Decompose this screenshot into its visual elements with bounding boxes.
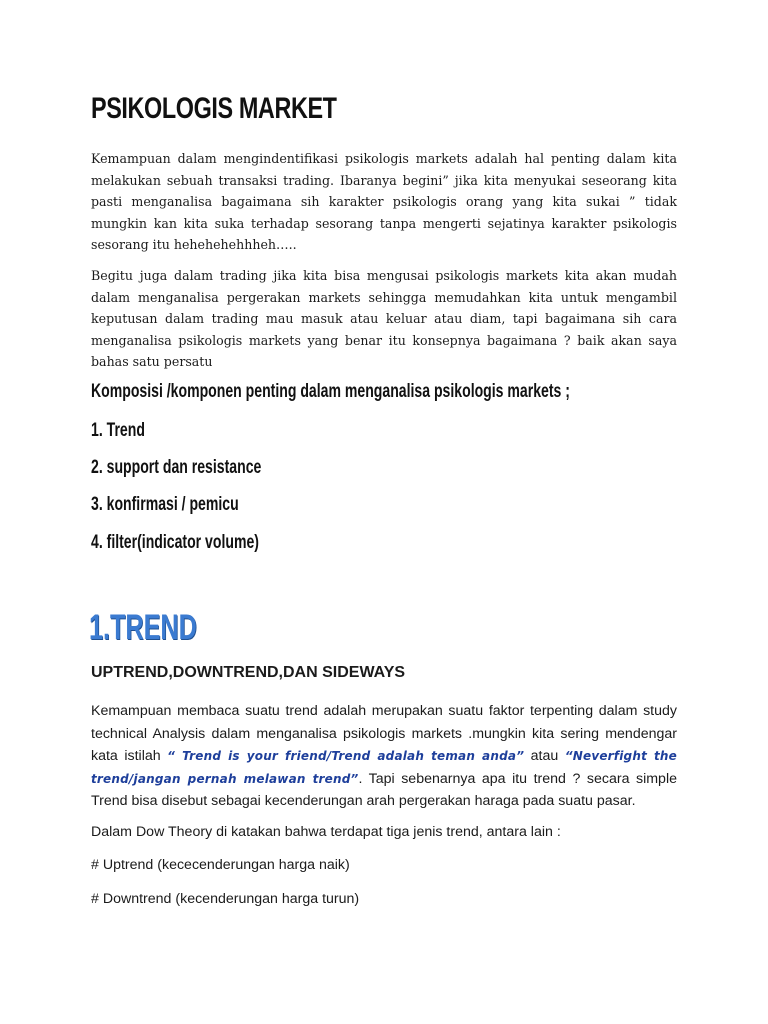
trend-subheading: UPTREND,DOWNTREND,DAN SIDEWAYS xyxy=(91,664,406,681)
dow-theory-paragraph: Dalam Dow Theory di katakan bahwa terdapat tiga jenis trend, antara lain : xyxy=(91,824,561,840)
component-item: 2. support dan resistance xyxy=(91,457,262,478)
component-item: 3. konfirmasi / pemicu xyxy=(91,494,239,515)
bullet-downtrend: # Downtrend (kecenderungan harga turun) xyxy=(91,891,360,907)
komposisi-heading: Komposisi /komponen penting dalam menganalisa psikologis markets ; xyxy=(91,381,570,402)
trend-outro-text: . Tapi sebenarnya apa itu trend ? secara simple Trend bisa disebut sebagai kecenderungan arah pergerakan haraga pada suatu pasar. xyxy=(91,770,677,810)
trend-quote-friend: “ Trend is your friend/Trend adalah teman anda” xyxy=(167,749,525,764)
section-title-trend: 1.TREND xyxy=(89,608,197,647)
trading-paragraph: Begitu juga dalam trading jika kita bisa mengusai psikologis markets kita akan mudah dalam menganalisa pergerakan markets sehingga memudahkan kita untuk mengambil keputusan dalam trading mau masuk atau keluar atau diam, tapi bagaimana sih cara menganalisa psikologis markets yang benar itu konsepnya bagaimana ? baik akan saya bahas satu persatu xyxy=(91,268,677,370)
component-item: 1. Trend xyxy=(91,420,145,441)
trend-middle-text: atau xyxy=(524,748,565,765)
trend-intro-text: Kemampuan membaca suatu trend adalah merupakan suatu faktor terpenting dalam study technical Analysis dalam menganalisa psikologis markets .mungkin kita sering mendengar kata istilah xyxy=(91,703,677,765)
trend-paragraph xyxy=(91,700,677,813)
bullet-uptrend: # Uptrend (kececenderungan harga naik) xyxy=(91,857,350,873)
trend-quote-neverfight: “Neverfight the trend/jangan pernah melawan trend” xyxy=(91,749,677,786)
component-item: 4. filter(indicator volume) xyxy=(91,532,259,553)
intro-paragraph: Kemampuan dalam mengindentifikasi psikologis markets adalah hal penting dalam kita melakukan sebuah transaksi trading. Ibaranya begini” jika kita menyukai seseorang kita pasti menganalisa bagaimana sih karakter psikologis orang yang kita sukai ” tidak mungkin kan kita suka terhadap sesorang tanpa mengerti sejatinya karakter psikologis sesorang itu hehehehehhheh….. xyxy=(91,151,677,253)
page-title: PSIKOLOGIS MARKET xyxy=(91,92,337,125)
